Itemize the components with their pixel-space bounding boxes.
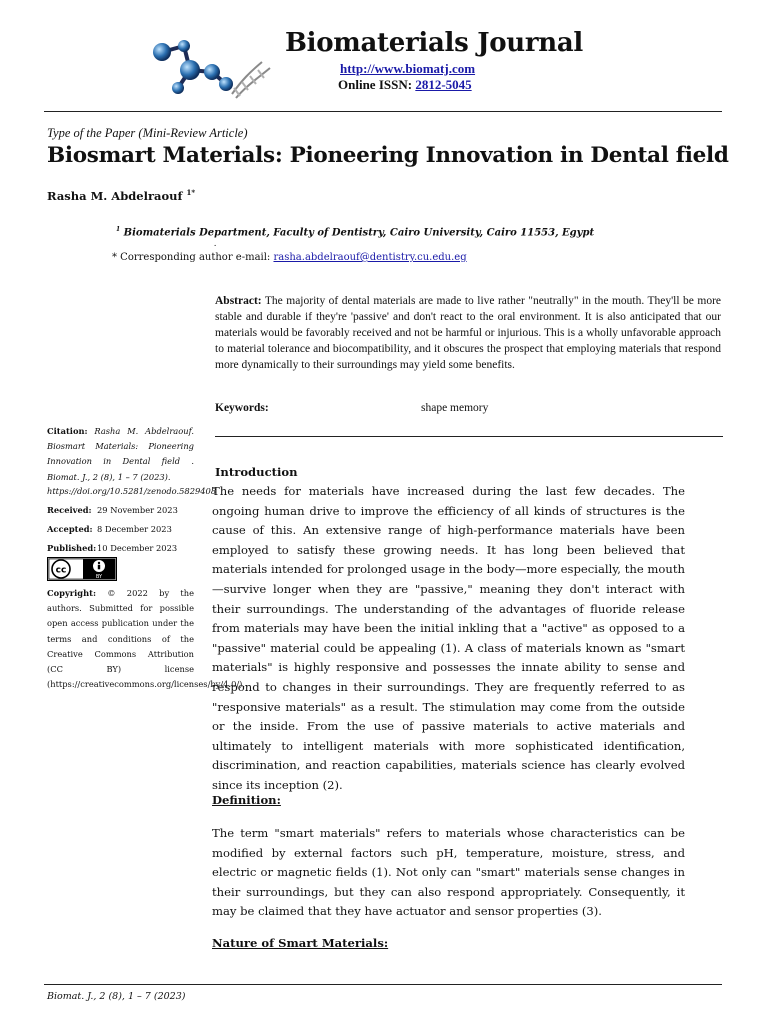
footer-divider bbox=[44, 984, 722, 985]
citation-text: Rasha M. Abdelraouf. Biosmart Materials: Pioneering Innovation in Dental field . Biomat. J., 2 (8), 1 – 7 (2023). bbox=[47, 426, 194, 482]
copyright-label: Copyright: bbox=[47, 588, 97, 598]
abstract-label: Abstract: bbox=[215, 295, 262, 307]
definition-text: The term "smart materials" refers to materials whose characteristics can be modified by external factors such pH, temperature, moisture, stress, and electric or magnetic fields (1). Not only can "smart" materials sense changes in their surroundings, but they can also respond appropriately. Consequently, it may be claimed that they have actuator and sensor properties (3). bbox=[212, 826, 685, 919]
affiliation-text: Biomaterials Department, Faculty of Dentistry, Cairo University, Cairo 11553, Egypt bbox=[123, 227, 595, 239]
svg-text:cc: cc bbox=[55, 565, 67, 576]
accepted-value: 8 December 2023 bbox=[97, 524, 172, 534]
intro-heading: Introduction bbox=[215, 465, 298, 479]
cc-by-text: BY bbox=[95, 574, 103, 580]
cc-by-icon[interactable] bbox=[47, 557, 117, 581]
journal-issn bbox=[338, 77, 472, 93]
paper-type: Type of the Paper (Mini-Review Article) bbox=[47, 126, 248, 140]
copyright-block bbox=[47, 586, 246, 692]
published-value: 10 December 2023 bbox=[97, 543, 178, 553]
received-row bbox=[47, 505, 178, 515]
affiliation-dot: . bbox=[214, 238, 217, 248]
journal-url[interactable] bbox=[340, 61, 475, 77]
published-label: Published: bbox=[47, 543, 97, 553]
abstract-text: The majority of dental materials are made to live rather "neutrally" in the mouth. They'll be more stable and durable if they're 'passive' and don't react to the oral environment. It is also anticipated that our materials would be favorably received and not be harmful or injurious. This is a wholly unfavorable approach to material tolerance and biocompatibility, and it obscures the prospect that employing materials that respond more dynamically to their surroundings may yield some benefits. bbox=[215, 295, 721, 371]
keywords-label: Keywords: bbox=[215, 402, 269, 414]
issn-link[interactable]: 2812-5045 bbox=[415, 77, 472, 92]
journal-title: Biomaterials Journal bbox=[285, 28, 583, 58]
intro-text: The needs for materials have increased during the last few decades. The ongoing human drive to improve the efficiency of all kinds of structures is the cause of this. An extensive range of high-performance materials have been employed to satisfy these growing needs. It has long been believed that materials intended for prolonged usage in the body—more especially, the mouth—survive longer when they are "passive," meaning they don't interact with their surroundings. The understanding of the advantages of fluoride release from materials may have been the initial inkling that a "active" as opposed to a "passive" material could be appealing (1). A class of materials known as "smart materials" is highly responsive and possesses the innate ability to sense and respond to changes in their surroundings. They are frequently referred to as "responsive materials" as a result. The stimulation may come from the outside or the inside. From the use of passive materials to active materials and ultimately to intelligent materials with more sophisticated identification, discrimination, and reaction capabilities, materials science has clearly evolved since its inception (2). bbox=[212, 484, 685, 792]
published-row bbox=[47, 543, 177, 553]
citation-block bbox=[47, 424, 194, 485]
author-name: Rasha M. Abdelraouf bbox=[47, 188, 183, 203]
keywords-value: shape memory bbox=[421, 402, 489, 414]
keywords-divider bbox=[215, 436, 723, 437]
issn-label: Online ISSN: bbox=[338, 77, 416, 92]
accepted-row bbox=[47, 524, 172, 534]
author-sup: 1* bbox=[186, 188, 196, 197]
abstract bbox=[215, 293, 721, 373]
journal-logo bbox=[150, 32, 275, 102]
corresponding-author bbox=[112, 252, 467, 263]
author-line bbox=[47, 188, 195, 203]
citation-label: Citation: bbox=[47, 426, 88, 436]
paper-title: Biosmart Materials: Pioneering Innovation in Dental field bbox=[47, 143, 729, 168]
journal-url-link[interactable]: http://www.biomatj.com bbox=[340, 61, 476, 76]
received-label: Received: bbox=[47, 505, 92, 515]
nature-heading: Nature of Smart Materials: bbox=[212, 936, 389, 950]
definition-heading: Definition: bbox=[212, 793, 281, 807]
accepted-label: Accepted: bbox=[47, 524, 93, 534]
copyright-text: © 2022 by the authors. Submitted for possible open access publication under the terms and conditions of the Creative Commons Attribution (CC BY) license (https://creativecommons.org/licenses/by/4.0/). bbox=[47, 588, 246, 690]
affiliation-sup: 1 bbox=[116, 226, 121, 233]
corresponding-label: * Corresponding author e-mail: bbox=[112, 252, 274, 263]
corresponding-email-link[interactable]: rasha.abdelraouf@dentistry.cu.edu.eg bbox=[273, 252, 467, 263]
received-value: 29 November 2023 bbox=[97, 505, 178, 515]
affiliation bbox=[116, 226, 594, 238]
footer-citation: Biomat. J., 2 (8), 1 – 7 (2023) bbox=[47, 991, 186, 1002]
doi-link[interactable]: https://doi.org/10.5281/zenodo.5829408 bbox=[47, 486, 217, 496]
header-divider bbox=[44, 111, 722, 112]
